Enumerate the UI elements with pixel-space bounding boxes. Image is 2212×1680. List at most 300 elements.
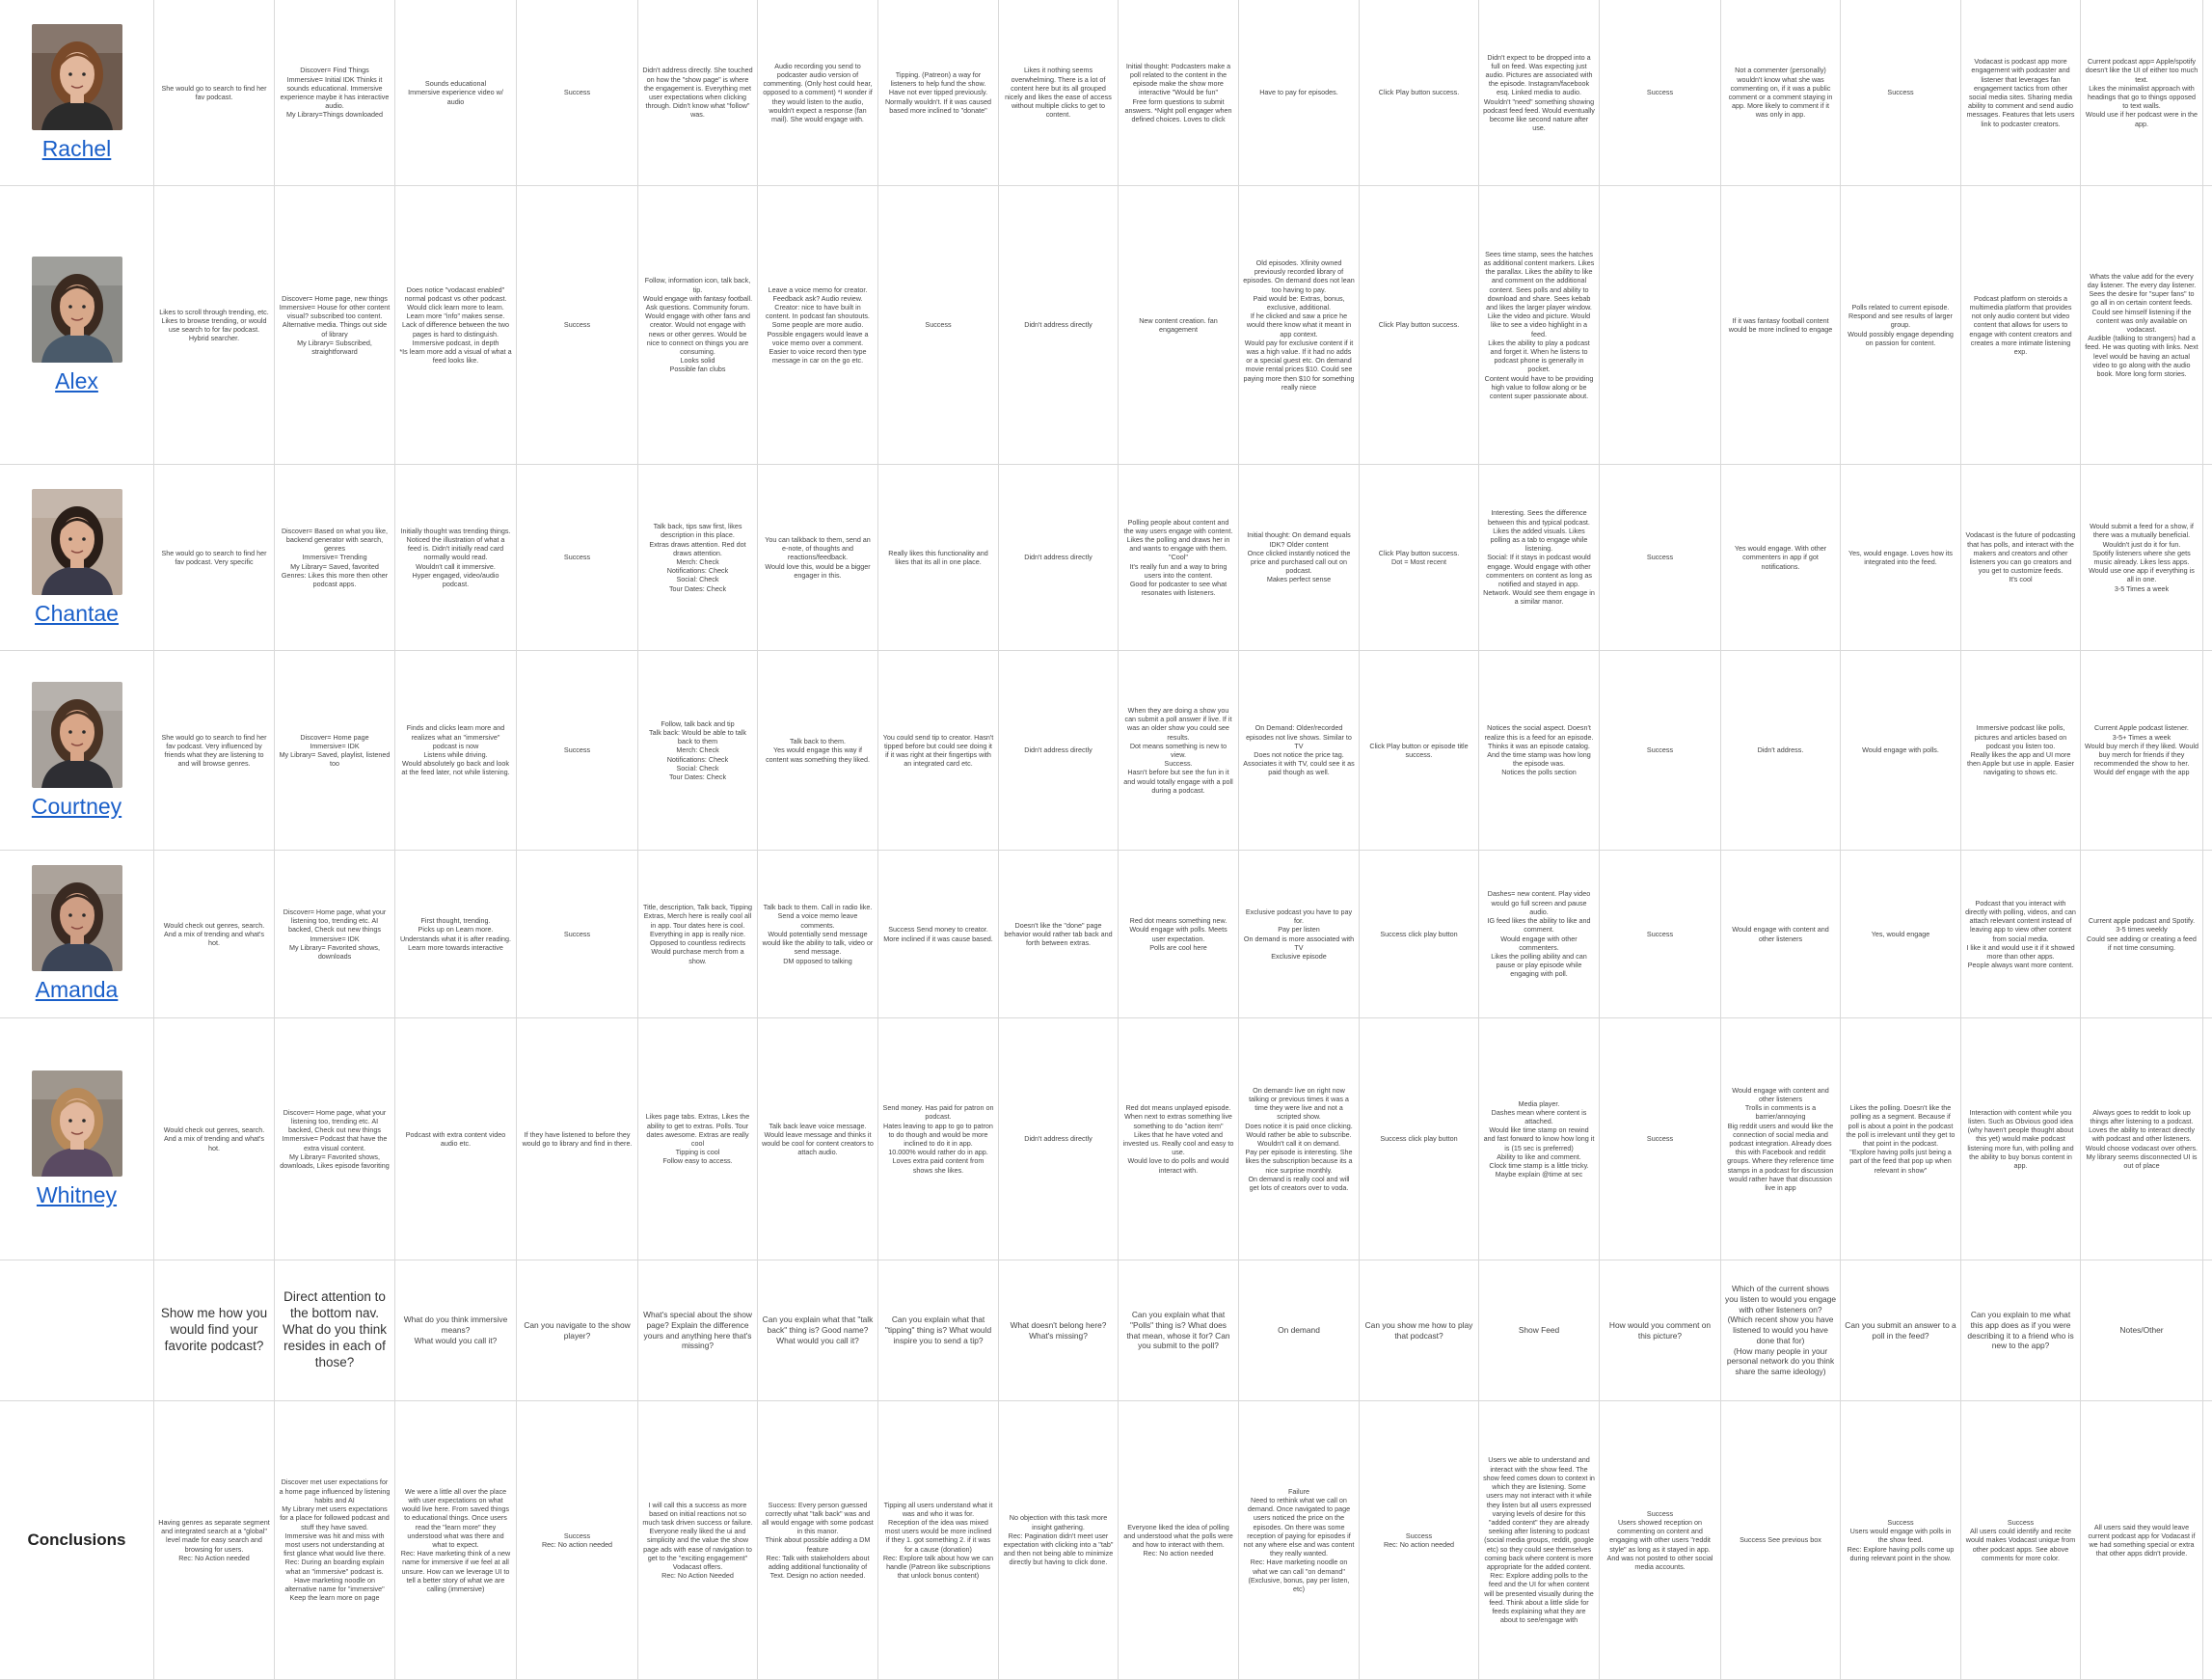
response-cell [638,0,758,185]
response-text: Talk back to them. Call in radio like. Send a voice memo leave comments. Would potentially send message would like the ability to talk, video or send message. DM opposed to talking [762,903,874,965]
response-cell [878,1018,999,1260]
response-cell [1360,851,1479,1017]
response-text: Talk back, tips saw first, likes description in this place. Extras draws attention. Red dot draws attention. Merch: Check Notifications: Check Social: Check Tour Dates: Check [649,522,746,593]
response-text: Audio recording you send to podcaster audio version of commenting. (Only host could hear, opposed to a comment) *I wonder if they would listen to the audio, wouldn't expect a response (fan mail). She would engage with. [763,61,873,124]
conclusion-cell [999,1401,1119,1679]
response-cell [1119,0,1239,185]
response-text: She would go to search to find her fav podcast. [161,83,267,101]
question-text: Notes/Other [2119,1325,2164,1336]
participant-row [0,1018,2212,1260]
response-cell [2081,465,2203,650]
person-photo-icon [32,24,122,130]
person-photo-icon [32,489,122,595]
response-cell [1239,0,1360,185]
response-cell [638,186,758,464]
response-cell [395,651,517,850]
response-text: Discover= Find Things Immersive= Initial IDK Thinks it sounds educational. Immersive experience maybe it has interactive audio. My Library=Things downloaded [280,66,390,120]
response-text: Success [1646,1134,1674,1144]
response-text: Notices the social aspect. Doesn't realize this is a feed for an episode. Thinks it was an episode catalog. And the time stamp was how long the episode was. Notices the polls section [1484,723,1594,777]
question-row-header [0,1260,154,1400]
response-text: Does notice "vodacast enabled" normal podcast vs other podcast. Would click learn more to learn. Learn more "info" makes sense. Lack of difference between the two pages is hard to distinguish. Immersive podcast, in depth *Is learn more add a visual of what a feed looks like. [399,285,512,366]
response-text: Didn't address directly [1024,1134,1093,1144]
response-text: Always goes to reddit to look up things after listening to a podcast. Loves the ability to interact directly with podcast and other listeners. Would choose vodacast over others. My library seems disconnected UI is out of place [2085,1107,2199,1171]
response-text: Not a commenter (personally) wouldn't know what she was commenting on, if it was a public comment or a comment staying in app. More likely to comment if it was only in app. [1728,66,1833,120]
response-text: Interesting. Sees the difference between this and typical podcast. Likes the added visuals. Likes polling as a tab to engage while listening. Social: If it stays in podcast would engage. Would engage with other commenters on content as long as notified and stayed in app. Network. Would see them engage in a similar manor. [1483,508,1595,607]
response-text: Didn't expect to be dropped into a full on feed. Was expecting just audio. Pictures are associated with the episode. Instagram/facebook esq. Linked media to audio. Wouldn't "need" something showing podcast feed feed. Would eventually become like second nature after use. [1483,52,1595,133]
question-cell [517,1260,638,1400]
response-text: Have to pay for episodes. [1259,88,1338,97]
response-text: Immersive podcast like polls, pictures and articles based on podcast you listen too. Really likes the app and UI more then Apple but use in apple. Easier navigating to shows etc. [1966,723,2075,777]
participant-avatar [32,24,122,130]
response-text: Would engage with polls. [1862,745,1939,755]
response-cell [1841,851,1961,1017]
response-cell [1961,0,2081,185]
response-cell [878,651,999,850]
conclusion-text: Everyone liked the idea of polling and understood what the polls were and how to interact with them. Rec: No action needed [1123,1522,1233,1558]
response-text: Success [563,553,591,562]
response-cell [1600,851,1721,1017]
response-cell [758,1018,878,1260]
question-text: Can you explain what that "Polls" thing is? What does that mean, whose it for? Can you submit to the poll? [1126,1310,1230,1351]
response-text: Click Play button success. [1378,88,1460,97]
response-text: Exclusive podcast you have to pay for. Pay per listen On demand is more associated with TV Exclusive episode [1243,907,1355,961]
participant-name-link[interactable]: Courtney [31,793,122,819]
question-cell [878,1260,999,1400]
response-cell [1360,651,1479,850]
conclusion-cell [758,1401,878,1679]
question-text: Can you show me how to play that podcast? [1364,1319,1473,1341]
response-text: Didn't address. [1757,745,1804,755]
participant-name-link[interactable]: Rachel [41,135,112,161]
response-cell [154,1018,275,1260]
response-text: Didn't address directly [1024,745,1093,755]
response-text: Yes, would engage [1871,929,1930,938]
response-text: Podcast platform on steroids a multimedia platform that provides not only audio content but video content that allows for users to engage with content creators and creates a more intimate listening exp. [1969,293,2072,357]
participant-avatar [32,257,122,363]
participant-row [0,651,2212,851]
response-text: Really likes this functionality and likes that its all in one place. [888,548,988,566]
response-cell [395,851,517,1017]
response-cell [1119,186,1239,464]
response-cell [1961,186,2081,464]
conclusion-text: No objection with this task more insight gathering. Rec: Pagination didn't meet user expectation with clicking into a "tab" and then not being able to minimize directly but having to click done. [1003,1513,1114,1567]
response-text: Leave a voice memo for creator. Feedback ask? Audio review. Creator: nice to have built in content. In podcast fan shoutouts. Some people are more audio. Possible engagers would leave a voice memo over a comment. Easier to voice record then type message in car on the go etc. [766,285,870,366]
response-text: If it was fantasy football content would be more inclined to engage [1728,315,1833,334]
response-cell [1841,651,1961,850]
participant-cell [0,851,154,1017]
question-text: Direct attention to the bottom nav. What do you think resides in each of those? [282,1289,388,1369]
response-cell [1841,1018,1961,1260]
response-cell [275,186,395,464]
response-cell [275,1018,395,1260]
response-cell [2081,651,2203,850]
response-text: Podcast that you interact with directly with polling, videos, and can attach relevant content instead of leaving app to view other content from social media. I like it and would use it if it showed more than other apps. People always want more content. [1965,898,2076,970]
conclusion-cell [395,1401,517,1679]
conclusion-text: Users we able to understand and interact with the show feed. The show feed comes down to context in which they are listening. Some users may not interact with it while they listen but all users expressed varying levels of desire for this "added content" they are already seeking after listening to podcast (social media groups, reddit, google etc) so they could see themselves coming back where content is more appropriate for the added content. Rec: Explore adding polls to the feed and the UI for when content will be presented visually during the feed. Think about a little slide for feeds explaining what they are about to see/engage with [1483,1455,1595,1625]
conclusion-cell [2081,1401,2203,1679]
response-text: Didn't address directly [1024,320,1093,330]
participant-row [0,851,2212,1018]
conclusion-text: Success See previous box [1740,1535,1821,1545]
person-photo-icon [32,1070,122,1177]
participant-cell [0,0,154,185]
conclusion-cell [638,1401,758,1679]
response-text: Likes it nothing seems overwhelming. There is a lot of content here but its all grouped nicely and likes the ease of access without multiple clicks to get to content. [1005,66,1112,120]
response-text: Didn't address directly [1024,553,1093,562]
conclusion-cell [275,1401,395,1679]
question-cell [275,1260,395,1400]
response-text: When they are doing a show you can submit a poll answer if live. If it was an older show you could see results. Dot means something is new to view. Success. Hasn't before but see the fun in it and would totally engage with a poll during a podcast. [1123,705,1233,795]
response-cell [1239,1018,1360,1260]
question-text: Which of the current shows you listen to would you engage with other listeners on? (Which recent show you have listened to would you have done that for) (How many people in your personal network do you think share the same ideology) [1725,1284,1837,1377]
response-text: If they have listened to before they would go to library and find in there. [522,1129,633,1148]
response-cell [1721,465,1841,650]
response-text: Success [563,929,591,938]
response-cell [1479,0,1600,185]
response-cell [1961,465,2081,650]
conclusion-text: Success All users could identify and recite would makes Vodacast unique from other podcast apps. See above comments for more color. [1965,1517,2076,1562]
task-question-row [0,1260,2212,1401]
question-cell [638,1260,758,1400]
response-text: Would check out genres, search. And a mix of trending and what's hot. [163,1125,265,1152]
participant-avatar [32,865,122,971]
response-text: Talk back leave voice message. Would leave message and thinks it would be cool for content creators to attach audio. [762,1121,874,1157]
response-cell [154,851,275,1017]
conclusions-header-cell [0,1401,154,1679]
response-text: Yes, would engage. Loves how its integrated into the feed. [1848,548,1954,566]
response-cell [2081,1018,2203,1260]
response-cell [1721,186,1841,464]
question-cell [999,1260,1119,1400]
response-cell [1841,0,1961,185]
question-cell [1841,1260,1961,1400]
response-cell [154,186,275,464]
response-text: Click Play button success. [1378,320,1460,330]
conclusion-cell [1961,1401,2081,1679]
response-cell [1239,186,1360,464]
participant-name-link[interactable]: Amanda [35,977,119,1002]
response-cell [758,186,878,464]
response-text: Yes would engage. With other commenters in app if got notifications. [1734,544,1827,571]
response-cell [638,1018,758,1260]
response-cell [1119,651,1239,850]
response-text: On demand= live on right now talking or previous times it was a time they were live and not a scripted show. Does notice it is paid once clicking. Would rather be able to subscribe. Wouldn't call it on demand. Pay per episode is interesting. She likes the subscription because its a nice surprise monthly. On demand is really cool and will get lots of creators over to voda. [1245,1085,1353,1193]
response-cell [2081,186,2203,464]
question-text: What do you think immersive means? What would you call it? [403,1314,508,1345]
response-cell [638,851,758,1017]
response-cell [1961,651,2081,850]
response-cell [517,1018,638,1260]
conclusion-cell [1360,1401,1479,1679]
response-text: Success [1646,745,1674,755]
response-cell [2081,0,2203,185]
conclusion-text: We were a little all over the place with user expectations on what would live here. From saved things to educational things. Once users read the "learn more" they understood what was there and what to expect. Rec: Have marketing think of a new name for immersive if we feel at all unsure. How can we leverage UI to tell a better story of what we are calling (immersive) [400,1486,511,1594]
response-text: Success click play button [1380,929,1458,938]
response-cell [1360,1018,1479,1260]
response-text: Initial thought: On demand equals IDK? Older content Once clicked instantly noticed the price and purchased call out on podcast. Makes perfect sense [1247,530,1351,584]
participant-row [0,186,2212,465]
participant-row [0,0,2212,186]
participant-cell [0,651,154,850]
conclusion-cell [1841,1401,1961,1679]
question-text: Can you explain what that "talk back" thing is? Good name? What would you call it? [762,1314,874,1345]
response-cell [275,465,395,650]
response-text: Title, description, Talk back, Tipping Extras, Merch here is really cool all in app. Tour dates here is cool. Everything in app is really nice. Opposed to countless redirects Would purchase merch from a show. [642,903,753,965]
response-cell [1721,0,1841,185]
response-text: Doesn't like the "done" page behavior would rather tab back and forth between extras. [1004,920,1113,948]
response-text: Success [563,745,591,755]
question-cell [1119,1260,1239,1400]
response-text: Success Send money to creator. More inclined if it was cause based. [883,925,993,943]
response-text: Whats the value add for the every day listener. The every day listener. Sees the desire for "super fans" to go all in on certain content feeds. Could see himself listening if the content was only available on vodacast. Audible (talking to strangers) had a feed. He was quoting with links. Next level would be having an actual video to go along with the audio book. More long form stories. [2085,271,2199,379]
response-cell [154,651,275,850]
response-cell [2081,851,2203,1017]
response-text: Discover= Home page, what your listening too, trending etc. AI backed, Check out new things Immersive= IDK My Library= Favorited shows, downloads [283,907,387,961]
question-cell [1239,1260,1360,1400]
response-text: Discover= Home page Immersive= IDK My Library= Saved, playlist, listened too [279,732,391,769]
response-cell [999,465,1119,650]
conclusions-row [0,1401,2212,1680]
response-text: Would check out genres, search. And a mix of trending and what's hot. [163,920,265,948]
response-text: Tipping. (Patreon) a way for listeners to help fund the show. Have not ever tipped previously. Normally wouldn't. If it was caused based more inclined to "donate" [884,69,992,115]
response-text: Discover= Home page, what your listening too, trending etc. AI backed, Check out new things Immersive= Podcast that have the extra visual content. My Library= Favorited shows, downloads, Likes episode favoriting [280,1107,390,1171]
conclusion-cell [1721,1401,1841,1679]
question-text: Can you explain to me what this app does as if you were describing it to a friend who is new to the app? [1967,1310,2074,1351]
conclusion-text: Tipping all users understand what it was and who it was for. Reception of the idea was mixed most users would be more inclined if they 1. got something 2. if it was for a cause (donation) Rec: Explore talk about how we can handle (Patreon like subscriptions that unlock bonus content) [882,1500,994,1581]
response-cell [1119,1018,1239,1260]
response-text: Current Apple podcast listener. 3-5+ Times a week Would buy merch if they liked. Would buy merch for friends if they recommended the show to her. Would def engage with the app [2085,723,2199,777]
conclusion-cell [1479,1401,1600,1679]
response-cell [1239,851,1360,1017]
response-cell [999,651,1119,850]
question-text: How would you comment on this picture? [1608,1319,1712,1341]
response-cell [999,1018,1119,1260]
conclusion-cell [1119,1401,1239,1679]
response-text: You can talkback to them, send an e-note, of thoughts and reactions/feedback. Would love this, would be a bigger engager in this. [765,534,871,580]
response-text: Success [1646,929,1674,938]
response-text: Podcast with extra content video audio etc. [405,1129,506,1148]
conclusion-cell [1239,1401,1360,1679]
conclusion-text: Success: Every person guessed correctly what "talk back" was and all would engage with some podcast in this manor. Think about possible adding a DM feature Rec: Talk with stakeholders about adding additional functionality of Text. Design no action needed. [762,1500,874,1581]
conclusion-text: I will call this a success as more based on initial reactions not so much task driven success or failure. Everyone really liked the ui and simplicity and the value the show page ads with ease of navigation to get to the "exciting engagement" Vodacast offers. Rec: No Action Needed [642,1500,753,1581]
response-text: Click Play button success. Dot = Most recent [1378,548,1460,566]
response-cell [1721,851,1841,1017]
response-text: Success [1646,88,1674,97]
response-cell [1600,186,1721,464]
question-text: Can you navigate to the show player? [524,1319,631,1341]
response-text: Would engage with content and other listeners Trolls in comments is a barrier/annoying Big reddit users and would like the connection of social media and podcast integration. Already does this with Facebook and reddit groups. Where they reference time stamps in a podcast for discussion would rather have that discussion live in app [1727,1085,1834,1193]
participant-avatar [32,682,122,788]
response-text: Current apple podcast and Spotify. 3-5 times weekly Could see adding or creating a feed if not time consuming. [2087,916,2197,952]
participant-row [0,465,2212,651]
response-text: You could send tip to creator. Hasn't tipped before but could see doing it if it was right at their fingertips with an integrated card etc. [882,732,994,769]
response-cell [1360,186,1479,464]
response-text: Success click play button [1380,1134,1458,1144]
conclusions-title: Conclusions [27,1531,126,1549]
response-text: Would engage with content and other listeners [1732,925,1829,943]
response-text: Vodacast is podcast app more engagement with podcaster and listener that leverages fan engagement tactics from other social media sites. Sharing media ability to comment and send audio messages. Features that lets users link to podcaster creators. [1966,57,2075,128]
participant-avatar [32,489,122,595]
conclusion-text: Failure Need to rethink what we call on demand. Once navigated to page users noticed the price on the episodes. On there was some reception of paying for episodes if not any where else and was content they really wanted. Rec: Have marketing noodle on what we can call "on demand" (Exclusive, bonus, pay per listen, etc) [1243,1486,1355,1594]
question-text: What doesn't belong here? What's missing? [1010,1319,1107,1341]
response-text: Polls related to current episode. Respond and see results of larger group. Would possibly engage depending on passion for content. [1848,302,1954,347]
response-text: On Demand: Older/recorded episodes not live shows. Similar to TV Does not notice the price tag. Associates it with TV, could see it as paid though as well. [1243,723,1355,777]
response-cell [1841,465,1961,650]
conclusion-text: Having genres as separate segment and integrated search at a "global" level made for easy search and browsing for users. Rec: No Action needed [158,1517,270,1562]
response-cell [395,1018,517,1260]
response-cell [275,651,395,850]
response-cell [154,465,275,650]
response-cell [878,186,999,464]
response-cell [1961,1018,2081,1260]
response-cell [1239,651,1360,850]
response-cell [517,0,638,185]
response-text: Sounds educational Immersive experience video w/ audio [408,79,503,106]
response-text: Discover= Based on what you like, backend generator with search, genres Immersive= Trending My Library= Saved, favorited Genres: Likes this more then other podcast apps. [281,526,389,589]
response-text: Didn't address directly. She touched on how the "show page" is where the engagement is. Everything met user expectations when clicking through. Didn't know what "follow" was. [642,66,753,120]
conclusion-text: Success Rec: No action needed [541,1531,613,1549]
conclusion-cell [517,1401,638,1679]
response-text: Vodacast is the future of podcasting that has polls, and interact with the makers and creators and other listeners you can go creators and you get to customize feeds. It's cool [1965,530,2076,584]
response-cell [1479,851,1600,1017]
person-photo-icon [32,865,122,971]
response-text: Finds and clicks learn more and realizes what an "immersive" podcast is now Listens while driving. Would absolutely go back and look at the feed later, not while listening. [401,723,510,777]
question-text: Show me how you would find your favorite podcast? [160,1306,268,1353]
response-cell [395,0,517,185]
response-text: Follow, information icon, talk back, tip. Would engage with fantasy football. Ask questions. Community forum. Would engage with other fans and creator. Would not engage with news or other genres. Would be nice to connect on things you are consuming. Looks solid Possible fan clubs [642,276,753,374]
participant-name-link[interactable]: Whitney [36,1181,118,1207]
response-cell [275,851,395,1017]
response-text: Red dot means unplayed episode. When next to extras something live something to do "action item" Likes that he have voted and invested us. Really cool and easy to use. Would love to do polls and would interact with. [1122,1103,1234,1175]
response-text: First thought, trending. Picks up on Learn more. Understands what it is after reading. Learn more towards interactive [399,916,512,952]
response-text: Likes to scroll through trending, etc. Likes to browse trending, or would use search to for fav podcast. Hybrid searcher. [159,307,269,343]
response-text: New content creation. fan engagement [1139,315,1218,334]
response-cell [1360,465,1479,650]
response-text: Media player. Dashes mean where content is attached. Would like time stamp on rewind and fast forward to know how long it is (15 sec is preferred) Ability to like and comment. Clock time stamp is a little tricky. Maybe explain @time at sec [1483,1098,1595,1179]
response-cell [1721,1018,1841,1260]
question-text: Show Feed [1518,1325,1560,1336]
response-cell [1961,851,2081,1017]
response-text: Likes the polling. Doesn't like the polling as a segment. Because if poll is about a point in the podcast the poll is irrelevant until they get to that point in the podcast. "Explore having polls just being a part of the feed that pop up when relevant in show" [1846,1103,1956,1175]
response-cell [999,0,1119,185]
response-text: Dashes= new content. Play video would go full screen and pause audio. IG feed likes the ability to like and comment. Would engage with other commenters. Likes the polling ability and can pause or play episode while engaging with poll. [1487,889,1591,979]
question-cell [2081,1260,2203,1400]
participant-cell [0,1018,154,1260]
conclusion-cell [154,1401,275,1679]
participant-cell [0,465,154,650]
question-cell [154,1260,275,1400]
conclusion-text: Success Rec: No action needed [1383,1531,1455,1549]
response-cell [1721,651,1841,850]
response-text: She would go to search to find her fav podcast. Very specific [161,548,267,566]
response-cell [517,465,638,650]
conclusion-text: Success Users showed reception on commenting on content and engaging with other users "reddit style" as long as it stayed in app. And was not posted to other social media accounts. [1606,1508,1713,1572]
response-text: Old episodes. Xfinity owned previously recorded library of episodes. On demand does not lean too having to pay. Paid would be: Extras, bonus, exclusive, additional. If he clicked and saw a price he would there know what it meant in app context. Would pay for exclusive content if it was a high value. If it had no adds or a special guest etc. On demand movie rental prices $10. Could see paying more then $10 for something really niece [1243,257,1355,392]
response-cell [758,465,878,650]
response-cell [638,651,758,850]
response-cell [1600,465,1721,650]
response-text: Send money. Has paid for patron on podcast. Hates leaving to app to go to patron to do though and would be more inclined to do it in app. 10.000% would rather do in app. Loves extra paid content from shows she likes. [882,1103,994,1175]
response-cell [1479,1018,1600,1260]
response-cell [1360,0,1479,185]
response-cell [878,465,999,650]
response-cell [999,186,1119,464]
response-cell [1119,851,1239,1017]
response-cell [1479,651,1600,850]
response-text: Success [1646,553,1674,562]
question-text: Can you explain what that "tipping" thing is? What would inspire you to send a tip? [884,1314,992,1345]
response-text: Current podcast app= Apple/spotify doesn't like the UI of either too much text. Likes the minimalist approach with headings that go to things opposed to text walls. Would use if her podcast were in the app. [2085,57,2199,128]
response-text: Success [563,88,591,97]
response-text: Success [1887,88,1914,97]
response-cell [517,186,638,464]
participant-cell [0,186,154,464]
response-text: Discover= Home page, new things Immersive= House for other content visual? subscribed too content. Alternative media. Things out side of library My Library= Subscribed, straightforward [279,293,391,357]
question-text: On demand [1278,1325,1320,1336]
response-text: Click Play button or episode title success. [1369,741,1469,759]
response-cell [1479,465,1600,650]
response-cell [154,0,275,185]
response-text: Likes page tabs. Extras, Likes the ability to get to extras. Polls. Tour dates awesome. Extras are really cool Tipping is cool Follow easy to access. [645,1112,750,1166]
response-cell [758,0,878,185]
response-text: Success [925,320,952,330]
conclusion-text: Success Users would engage with polls in the show feed. Rec: Explore having polls come up during relevant point in the show. [1847,1517,1955,1562]
response-text: Polling people about content and the way users engage with content. Likes the polling and draws her in and wants to engage with them. "Cool" It's really fun and a way to bring users into the content. Good for podcaster to see what resonates with listeners. [1123,517,1233,598]
person-photo-icon [32,682,122,788]
response-cell [1119,465,1239,650]
response-cell [1479,186,1600,464]
response-cell [1841,186,1961,464]
participant-name-link[interactable]: Chantae [35,600,119,626]
response-cell [878,0,999,185]
response-text: Talk back to them. Yes would engage this way if content was something they liked. [766,737,870,764]
response-cell [395,465,517,650]
conclusion-cell [1600,1401,1721,1679]
person-photo-icon [32,257,122,363]
response-cell [517,851,638,1017]
response-cell [758,851,878,1017]
response-cell [878,851,999,1017]
response-cell [638,465,758,650]
response-text: Initial thought: Podcasters make a poll related to the content in the episode make the show more interactive "Would be fun" Free form questions to submit answers. *Night poll engager when defined choices. Loves to click [1124,61,1232,124]
question-cell [758,1260,878,1400]
response-text: She would go to search to find her fav podcast. Very influenced by friends what they are listening to and will browse genres. [161,732,267,769]
response-text: Red dot means something new. Would engage with polls. Meets user expectation. Polls are cool here [1129,916,1227,952]
response-text: Would submit a feed for a show, if there was a mutually beneficial. Wouldn't just do it for fun. Spotify listeners where she gets music already. Likes less apps. Would use one app if everything is all in one. 3-5 Times a week [2089,522,2195,593]
response-cell [999,851,1119,1017]
response-text: Success [563,320,591,330]
response-text: Interaction with content while you listen. Such as Obvious good idea (why haven't people thought about this yet) would make podcast listening more fun, with polling and the ability to buy bonus content in app. [1967,1107,2074,1171]
question-cell [1360,1260,1479,1400]
response-cell [1600,0,1721,185]
response-cell [275,0,395,185]
response-text: Follow, talk back and tip Talk back: Would be able to talk back to them Merch: Check Notifications: Check Social: Check Tour Dates: Check [649,718,746,782]
question-cell [1721,1260,1841,1400]
response-text: Sees time stamp, sees the hatches as additional content markers. Likes the parallax. Likes the ability to like and comment on the additional content. Sees polls and ability to download and share. Sees kebab and likes the larger player window. Like the video and picture. Would like to see a video highlight in a feed. Likes the ability to play a podcast and forget it. When he listens to podcast phone is generally in pocket. Content would have to be providing high value to follow along or be content super passionate about. [1483,249,1595,401]
participant-avatar [32,1070,122,1177]
question-text: Can you submit an answer to a poll in the feed? [1845,1319,1956,1341]
question-text: What's special about the show page? Explain the difference yours and anything here that's missing? [643,1310,752,1351]
response-text: Initially thought was trending things. Noticed the illustration of what a feed is. Didn't initially read card normally would read. Wouldn't call it immersive. Hyper engaged, video/audio podcast. [400,526,511,589]
conclusion-cell [878,1401,999,1679]
response-cell [1600,1018,1721,1260]
participant-name-link[interactable]: Alex [55,367,98,393]
response-cell [517,651,638,850]
response-cell [395,186,517,464]
conclusion-text: All users said they would leave current podcast app for Vodacast if we had something special or extra that other apps didn't provide. [2088,1522,2196,1558]
question-cell [1600,1260,1721,1400]
question-cell [1961,1260,2081,1400]
